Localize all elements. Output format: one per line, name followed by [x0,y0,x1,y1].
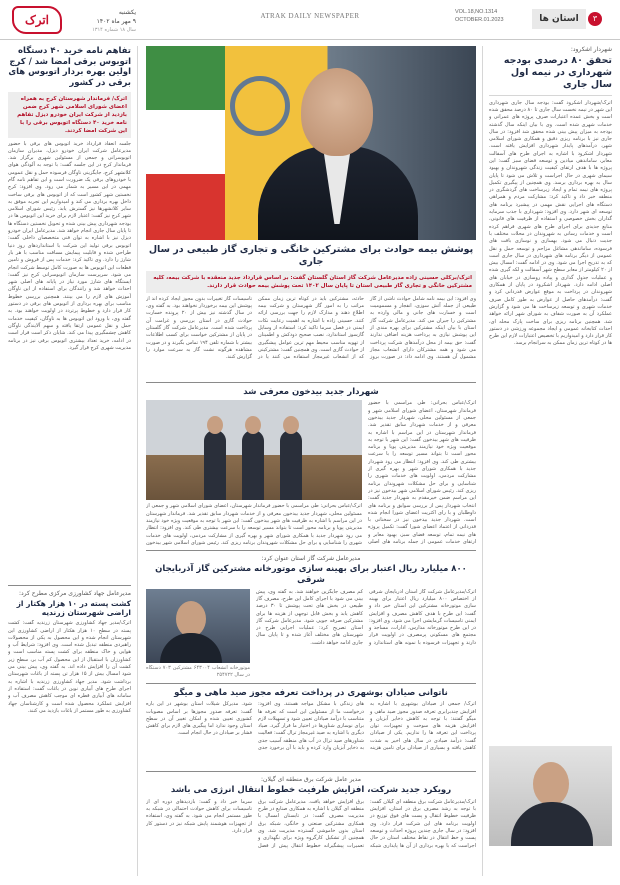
weekday: یکشنبه [118,9,136,16]
mayor-portrait-photo [489,746,612,846]
person-figure [280,430,302,500]
volume-number: VOL.18,NO.1314 [455,9,498,15]
mayor-story-row [146,400,476,546]
date-english: OCTOBER.01.2023 [455,17,504,23]
fishermen-headline: ناتوانی صیادان بوشهری در پرداخت تعرفه مجوز صید ماهی و میگو [174,687,448,698]
bus-headline: تفاهم نامه خرید ۴۰ دستگاه اتوبوس برقی امضا شد / کرج اولین بهره بردار اتوبوس های برقی در کشور [8,46,131,88]
middle-column [146,46,476,876]
mayor-headline: شهردار جدید بیدخون معرفی شد [243,386,379,397]
divider [489,95,612,96]
fishermen-body: اترک/ جمعی از صیادان بوشهری با اشاره به افزایش چندبرابری تعرفه صدور مجوز صید ماهی و میگو گفتند: با توجه به کاهش ذخایر آبزیان و افزایش هزینه های سوخت و تجهیزات، توان پرداخت این تعرفه ها را نداریم. یکی از صیادان گفت: درآمد صیادی در سال های اخیر به شدت کاهش یافته و بسیاری از صیادان برای تامین هزینه های زندگی با مشکل مواجه هستند. وی افزود: درخواست ما از مسئولین این است که تعرفه ها متناسب با درآمد صیادان تعیین شود و تسهیلات لازم برای نوسازی شناورها در اختیار ما قرار گیرد. صیاد دیگری با اشاره به صید غیرمجاز ترال گفت: فعالیت شناورهای صید ترال در آب های منطقه آسیب جدی به ذخایر آبزیان وارد کرده و باید با آن برخورد جدی شود. مدیرکل شیلات استان بوشهر در این باره گفت: تعرفه صدور مجوزها بر اساس مصوبات کشوری تعیین شده و امکان تغییر آن در سطح استان وجود ندارد اما پیگیری های لازم برای کاهش فشار بر صیادان در حال انجام است. [146,701,476,752]
left-column [8,46,138,876]
right-headline: تحقق ۸۰ درصدی بودجه شهرداری در نیمه اول سال جاری [503,55,612,90]
portrait-head [533,762,569,806]
gilan-body: اترک/مدیرعامل شرکت برق منطقه ای گیلان گفت: با توجه به رشد مصرف برق در استان، افزایش ظرفیت خطوط انتقال و پست های فوق توزیع در اولویت برنامه های این شرکت قرار دارد. وی افزود: در سال جاری چندین پروژه احداث و توسعه پست و خط انتقال در نقاط مختلف استان در حال اجراست که با بهره برداری از آن ها پایداری شبکه برق افزایش خواهد یافت. مدیرعامل شرکت برق منطقه ای گیلان با اشاره به همکاری صنایع در طرح مدیریت مصرف گفت: در تابستان امسال با همکاری مشترکین صنعتی و خانگی، شبکه برق استان بدون خاموشی گسترده مدیریت شد. وی همچنین از تشکیل کارگروه ویژه برای نگهداری و تعمیرات پیشگیرانه خطوط انتقال پیش از فصل سرما خبر داد و گفت: بازدیدهای دوره ای از تاسیسات برای کاهش حوادث احتمالی در شبکه به طور مستمر انجام می شود. به گفته وی، استفاده از تجهیزات هوشمند پایش شبکه نیز در دستور کار قرار دارد. [146,798,476,849]
mayor-body: اترک/عباس بحرانی: طی مراسمی با حضور فرماندار شهرستان، اعضای شورای اسلامی شهر و جمعی از مسئولین محلی، شهردار جدید بیدخون معرفی و از خدمات شهردار سابق تقدیر شد. فرماندار شهرستان در این مراسم با اشاره به ظرفیت های شهر بیدخون گفت: این شهر با توجه به موقعیت ویژه خود نیازمند مدیریتی پویا و برنامه محور است تا بتواند مسیر توسعه را با سرعت بیشتری طی کند. وی افزود: انتظار می رود شهردار جدید با همکاری شورای شهر و بهره گیری از مشارکت مردمی، اولویت های خدمات شهری را شناسایی و برای حل مشکلات شهروندان برنامه ریزی کند. رئیس شورای اسلامی شهر بیدخون نیز در این مراسم ضمن خیرمقدم به شهردار جدید گفت: انتخاب شهردار پس از بررسی سوابق و برنامه های داوطلبان و با رای اکثریت اعضای شورا انجام شده است. شهردار جدید بیدخون نیز در سخنانی با قدردانی از اعتماد اعضای شورا گفت: تکمیل پروژه های نیمه تمام، توسعه فضای سبز، بهبود معابر و ارتقای خدمات عمومی از جمله برنامه های اصلی [368,400,476,546]
portrait-body [511,802,593,846]
right-kicker: شهردار اشکرود: [570,46,612,53]
hero-photo [146,46,476,240]
right-body: اترک/شهردار اشکرود گفت: بودجه سال جاری شهرداری این شهر در نیمه نخست سال جاری تا ۸۰ درصد محقق شده است و بخش عمده اعتبارات صرف پروژه های عمرانی و خدمات شهری شده است. وی با بیان اینکه سال گذشته بودجه به میزان پیش بینی شده محقق شد افزود: در سال جاری نیز با برنامه ریزی دقیق و همکاری شورای اسلامی شهر، درآمدهای پایدار شهرداری افزایش یافته است. شهردار اشکرود با اشاره به اجرای طرح های آسفالت معابر، ساماندهی میادین و توسعه فضای سبز گفت: این پروژه ها با هدف ارتقای کیفیت زندگی شهروندان و بهبود سیمای شهری در حال اجراست و تلاش می شود تا پایان سال به بهره برداری برسد. وی همچنین از پیگیری تکمیل پروژه های نیمه تمام و ایجاد زیرساخت های گردشگری در منطقه خبر داد و تاکید کرد: مشارکت مردم و همراهی دستگاه های اجرایی نقش مهمی در پیشبرد برنامه های توسعه ای شهر دارد. وی افزود: شهرداری با جذب سرمایه گذاران بخش خصوصی و استفاده از ظرفیت های قانونی، منابع جدیدی برای اجرای طرح های شهری فراهم کرده است و خدمات رسانی به شهروندان در محلات مختلف با جدیت دنبال می شود. بهسازی و نوسازی بافت های فرسوده، ساماندهی مشاغل مزاحم و توسعه حمل و نقل عمومی از دیگر برنامه های شهرداری در سال جاری است که به تدریج اجرا می شود. وی در ادامه گفت: امسال بیش از ۲۰ کیلومتر از معابر سطح شهر آسفالت و لکه گیری شده و عملیات جدول گذاری و پیاده روسازی در خیابان های اصلی ادامه دارد. شهردار اشکرود در پایان از همکاری شهروندان در پرداخت به موقع عوارض قدردانی کرد و گفت: درآمدهای حاصل از عوارض به طور کامل صرف خدمات شهری و توسعه زیرساخت ها می شود و گزارش عملکرد آن به صورت شفاف به شورای شهر ارائه خواهد شد. همچنین برنامه ریزی برای ساخت پارک محله ای، احداث کتابخانه عمومی و ایجاد مجموعه ورزشی در دستور کار قرار دارد و امیدواریم با تخصیص اعتبارات لازم این طرح ها در کوتاه ترین زمان ممکن به سرانجام برسد. [489,99,612,347]
divider [146,771,476,772]
gas-media [146,589,250,679]
gas-kicker: مدیرعامل شرکت گاز استان عنوان کرد: [261,555,361,563]
masthead [0,0,620,40]
person-figure [204,430,226,500]
date-line: ۹ مهر ماه ۱۴۰۲ [96,18,136,25]
gas-official-photo [146,589,250,663]
gilan-headline: رویکرد جدید شرکت، افزایش ظرفیت خطوط انتقال انرژی می باشد [170,785,452,796]
hero-body: وی افزود: این بیمه نامه شامل حوادث ناشی از گاز طبیعی از جمله آتش سوزی، انفجار و مسمومیت است و خسارت های جانی و مالی وارده به مشترکین را جبران می کند. مدیرعامل شرکت گاز استان با بیان اینکه مشترکین برای بهره مندی از این پوشش نیازی به پرداخت هزینه اضافی ندارند گفت: حق بیمه از محل درآمدهای شرکت پرداخت می شود و همه مشترکان دارای انشعاب مجاز مشمول آن هستند. وی ادامه داد: در صورت بروز حادثه، مشترکین باید در کوتاه ترین زمان ممکن مراتب را به امور گاز شهرستان و شرکت بیمه اطلاع دهند و مدارک لازم را جهت بررسی ارائه کنند. حسینی زاده با اشاره به اهمیت رعایت نکات ایمنی در فصل سرما تاکید کرد: استفاده از وسایل گازسوز استاندارد، نصب صحیح دودکش و اطمینان از تهویه مناسب محیط مهم ترین عوامل پیشگیری از حوادث گازی است. وی همچنین گفت: مشترکینی که از انشعاب غیرمجاز استفاده می کنند یا در تاسیسات گاز تغییرات بدون مجوز ایجاد کرده اند از پوشش این بیمه برخوردار نخواهند بود. به گفته وی، در سال گذشته نیز بیش از ۲۰ پرونده خسارت حوادث گازی در استان بررسی و غرامت آن پرداخت شده است. مدیرعامل شرکت گاز گلستان در پایان از مشترکین خواست برای کسب اطلاعات بیشتر با شماره تلفن ۱۹۴ تماس بگیرند و در صورت مشاهده هرگونه نشت گاز به سرعت موارد را گزارش کنند. [146,295,476,361]
date-persian [66,8,136,35]
divider [146,550,476,551]
ceremony-photo [146,400,362,500]
pistachio-body: اترک/مدیر جهاد کشاورزی شهرستان زرندیه گفت: کشت پسته در سطح ۱۰ هزار هکتار از اراضی کشاورزی این شهرستان انجام شده و این محصول به یکی از محصولات راهبردی منطقه تبدیل شده است. وی افزود: شرایط آب و هوایی و خاک منطقه برای کشت پسته مناسب است و کشاورزان با استقبال از این محصول کم آب بر، سطح زیر کشت آن را افزایش داده اند. به گفته وی، پیش بینی می شود امسال بیش از ۱۵ هزار تن پسته از باغات شهرستان برداشت شود. مدیر جهاد کشاورزی زرندیه با اشاره به اجرای طرح های آبیاری نوین در باغات گفت: استفاده از سامانه های آبیاری قطره ای موجب کاهش مصرف آب و افزایش عملکرد محصول شده است و کارشناسان جهاد کشاورزی به طور مستمر از باغات بازدید می کنند. [8,620,131,714]
divider [146,683,476,684]
gas-body: اترک/مدیرعامل شرکت گاز استان آذربایجان شرقی از اختصاص ۸۰۰ میلیارد ریال اعتبار برای بهینه سازی موتورخانه مشترکین این استان خبر داد و گفت: این طرح با هدف کاهش مصرف و افزایش ایمنی تاسیسات گرمایشی اجرا می شود. وی افزود: در این طرح موتورخانه مدارس، ادارات، مساجد و مجتمع های مسکونی پرمصرف در اولویت قرار دارند و تجهیزات فرسوده با نمونه های استاندارد و کم مصرف جایگزین خواهند شد. به گفته وی، پیش بینی می شود با اجرای کامل این طرح، مصرف گاز طبیعی در بخش های تحت پوشش تا ۳۰ درصد کاهش یابد و بخش قابل توجهی از هزینه ها برای مشترکین صرفه جویی شود. مدیرعامل شرکت گاز استان تصریح کرد: عملیات اجرایی طرح در شهرستان های مختلف آغاز شده و تا پایان سال جاری ادامه خواهد داشت. [256,588,476,646]
bus-lead: اترک/ فرماندار شهرستان کرج به همراه اعضای شورای اسلامی شهر کرج ضمن بازدید از شرکت ایران خودرو دیزل تفاهم نامه خرید ۴۰ دستگاه اتوبوس برقی را با این شرکت امضا کردند. [8,92,131,138]
hero-lead: اترک/برکلی حسینی زاده مدیرعامل شرکت گاز استان گلستان گفت: بر اساس قرارداد جدید منعقده با شرکت بیمه، کلیه مشترکین خانگی و تجاری گاز طبیعی استان تا پایان سال ۱۴۰۲ تحت پوشش بیمه حوادث قرار دارند. [146,271,476,293]
hero-headline: پوشش بیمه حوادث برای مشترکین خانگی و تجاری گاز طبیعی در سال جاری [148,244,474,267]
newspaper-logo: اترک [12,6,62,34]
gas-caption: موتورخانه انشعاب ۶۴۳۰۰۴ مشترکین ۷۰۳ دستگاه در سال ۲۵۴۷۲۲ [146,664,250,678]
gas-headline: ۸۰۰ میلیارد ریال اعتبار برای بهینه سازی موتورخانه مشترکین گاز آذربایجان شرقی [155,564,467,585]
divider [146,382,476,383]
gas-company-logo-icon [230,76,290,136]
pistachio-kicker: مدیرعامل جهاد کشاورزی مرکزی مطرح کرد: [18,589,131,597]
brand-english: ATRAK DAILY NEWSPAPER [260,12,360,20]
bus-body: جلسه انعقاد قرارداد خرید اتوبوس های برقی با حضور مدیرعامل شرکت ایران خودرو دیزل، مدیران سازمان اتوبوسرانی و جمعی از مسئولین شهری برگزار شد. فرماندار کرج در این جلسه گفت: با توجه به آلودگی هوای کلانشهر کرج، جایگزینی ناوگان فرسوده حمل و نقل عمومی با خودروهای برقی یک ضرورت است و این تفاهم نامه گام مهمی در این مسیر به شمار می رود. وی افزود: کرج نخستین شهر کشور است که از اتوبوس های برقی ساخت داخل بهره برداری می کند و امیدواریم این تجربه موفق به سایر کلانشهرها نیز گسترش یابد. رئیس شورای اسلامی شهر کرج نیز گفت: اعتبار لازم برای خرید این اتوبوس ها در بودجه شهرداری پیش بینی شده و تحویل نخستین دستگاه ها تا پایان سال جاری انجام خواهد شد. مدیرعامل ایران خودرو دیزل نیز با اشاره به توان فنی متخصصان داخلی گفت: اتوبوس برقی تولید این شرکت با استانداردهای روز دنیا طراحی شده و قابلیت پیمایش مسافت مناسب با هر بار شارژ را دارد. وی تاکید کرد: خدمات پس از فروش و تامین قطعات این اتوبوس ها به صورت کامل توسط شرکت انجام می شود. سرپرست سازمان اتوبوسرانی کرج نیز گفت: ایستگاه های شارژ مورد نیاز در پایانه های اصلی شهر احداث خواهد شد و رانندگان برای استفاده از این ناوگان آموزش های لازم را می بینند. همچنین بررسی خطوط مناسب برای بهره برداری از اتوبوس های برقی در دستور کار قرار دارد و خطوط پرتردد در اولویت خواهند بود. به گفته وی، با ورود این اتوبوس ها به ناوگان، کیفیت خدمات حمل و نقل عمومی ارتقا یافته و سهم آلایندگی ناوگان کاهش چشمگیری پیدا می کند. شایان ذکر است قرار است در ادامه، خرید تعداد بیشتری اتوبوس برقی نیز در برنامه مدیریت شهری کرج قرار گیرد. [8,140,131,351]
portrait-head [176,601,206,637]
page-number: ۳ [588,12,602,26]
divider [8,585,131,586]
volume-info [455,8,529,24]
iran-flag [146,46,225,240]
person-figure [242,430,264,500]
mayor-media [146,400,362,546]
section-name: استان ها [532,9,586,29]
gilan-kicker: مدیر عامل شرکت برق منطقه ای گیلان: [261,776,361,784]
gas-story-row [146,589,476,679]
official-head [301,68,373,156]
issue-line: سال ۱۸ شماره ۱۳۱۴ [92,27,136,33]
pistachio-headline: کشت پسته در ۱۰ هزار هکتار از اراضی شهرستان زرندیه [16,598,131,617]
right-column [482,46,612,876]
mayor-body-continued: اترک/عباس بحرانی: طی مراسمی با حضور فرماندار شهرستان، اعضای شورای اسلامی شهر و جمعی از مسئولین محلی، شهردار جدید بیدخون معرفی و از خدمات شهردار سابق تقدیر شد. فرماندار شهرستان در این مراسم با اشاره به ظرفیت های شهر بیدخون گفت: این شهر با توجه به موقعیت ویژه خود نیازمند مدیریتی پویا و برنامه محور است تا بتواند مسیر توسعه را با سرعت بیشتری طی کند. وی افزود: انتظار می رود شهردار جدید با همکاری شورای شهر و بهره گیری از مشارکت مردمی، اولویت های خدمات شهری را شناسایی و برای حل مشکلات شهروندان برنامه ریزی کند. رئیس شورای اسلامی شهر بیدخون [146,503,362,546]
portrait-body [160,633,222,663]
